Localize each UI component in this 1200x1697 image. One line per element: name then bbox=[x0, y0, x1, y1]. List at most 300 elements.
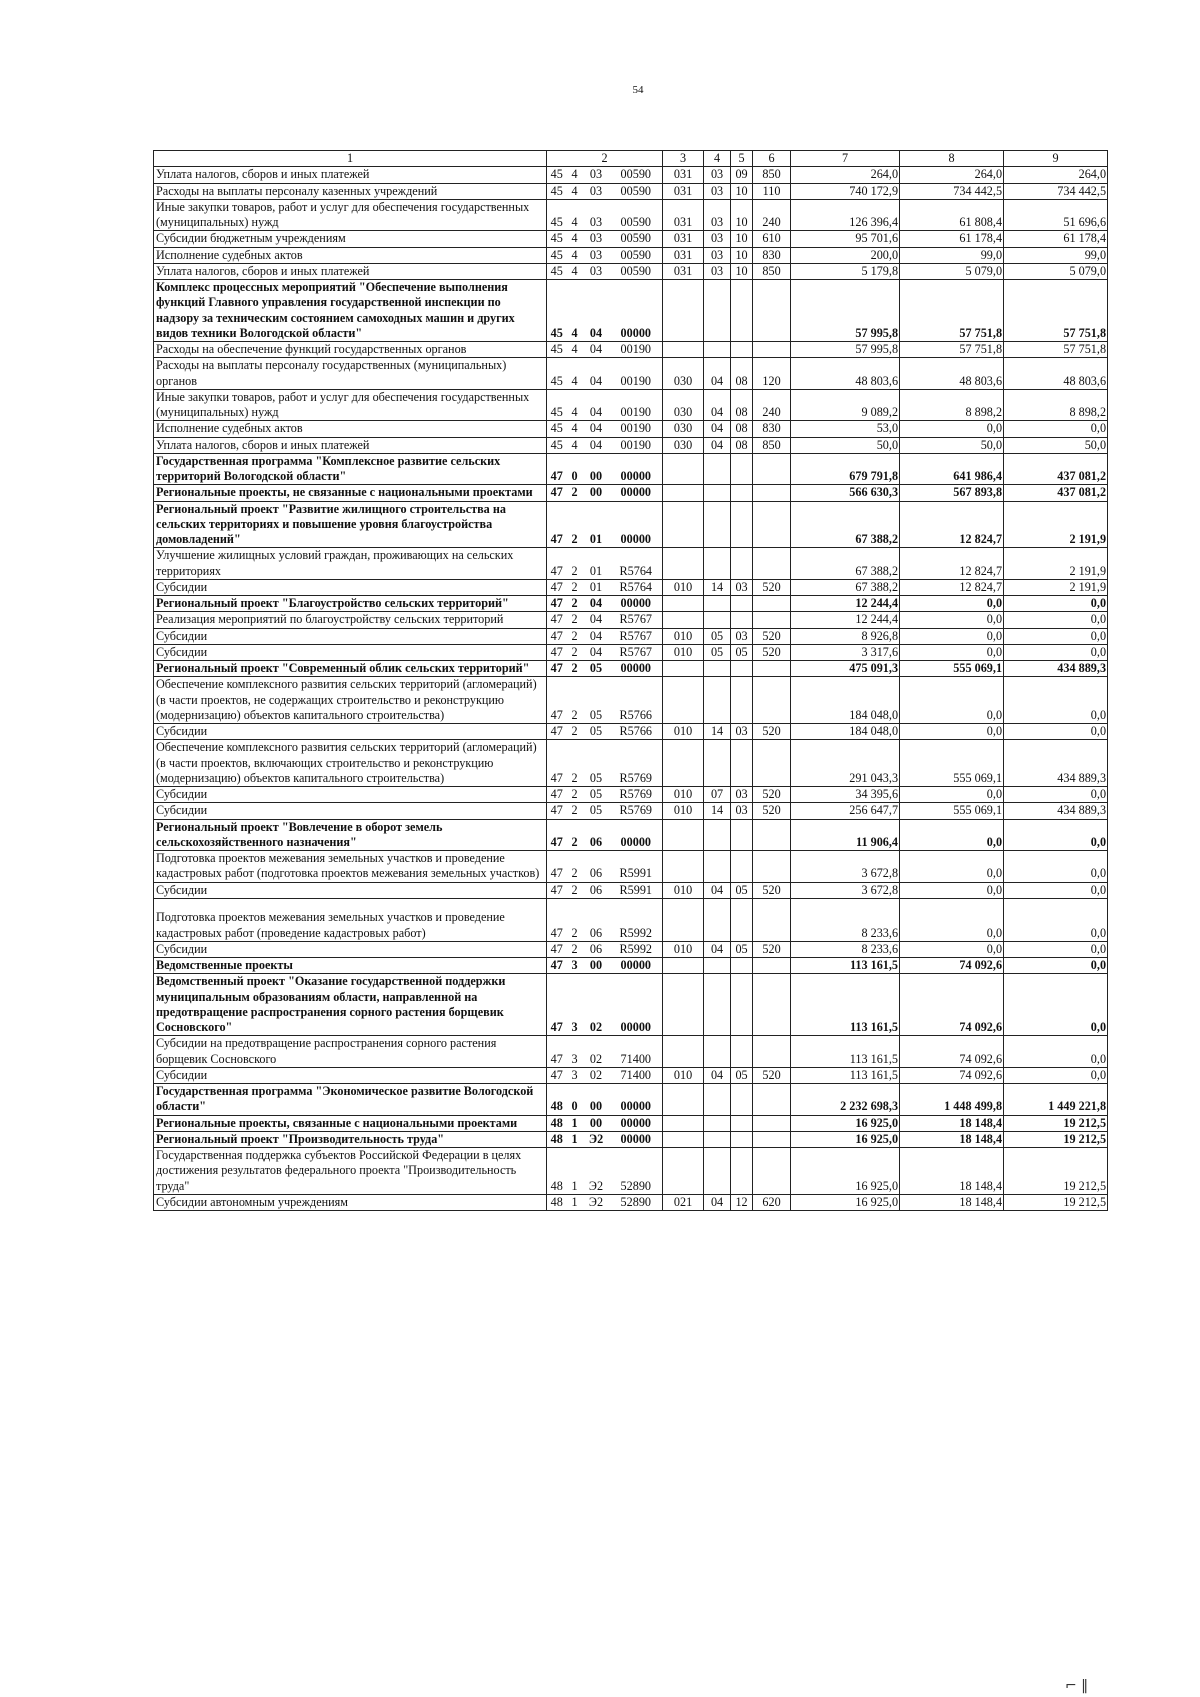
col-subsection: 05 bbox=[731, 1067, 753, 1083]
col-amount-8: 74 092,6 bbox=[900, 1036, 1004, 1068]
code-subprogram: 2 bbox=[567, 501, 583, 548]
col-expense-type bbox=[753, 548, 791, 580]
table-row bbox=[154, 787, 1108, 803]
col-amount-7: 184 048,0 bbox=[791, 724, 900, 740]
row-name: Обеспечение комплексного развития сельских территорий (агломераций) (в части проектов, не содержащих строительство и реконструкцию (модернизацию) объектов капитального строительства) bbox=[154, 677, 547, 724]
row-name: Государственная поддержка субъектов Российской Федерации в целях достижения результатов федерального проекта "Производительность труда" bbox=[154, 1148, 547, 1195]
col-expense-type: 120 bbox=[753, 358, 791, 390]
table-row bbox=[154, 612, 1108, 628]
col-amount-8: 74 092,6 bbox=[900, 974, 1004, 1036]
col-amount-7: 113 161,5 bbox=[791, 1067, 900, 1083]
col-amount-8: 1 448 499,8 bbox=[900, 1084, 1004, 1116]
code-structural: 03 bbox=[583, 263, 610, 279]
col-amount-7: 113 161,5 bbox=[791, 974, 900, 1036]
code-direction: 00190 bbox=[610, 358, 663, 390]
col-amount-8: 0,0 bbox=[900, 898, 1004, 941]
code-subprogram: 3 bbox=[567, 1067, 583, 1083]
table-row bbox=[154, 263, 1108, 279]
code-structural: 04 bbox=[583, 389, 610, 421]
col-amount-7: 3 672,8 bbox=[791, 851, 900, 883]
row-name: Субсидии bbox=[154, 579, 547, 595]
col-amount-9: 0,0 bbox=[1004, 898, 1108, 941]
table-body bbox=[154, 167, 1108, 1211]
col-expense-type: 110 bbox=[753, 183, 791, 199]
col-ministry: 031 bbox=[663, 183, 704, 199]
code-subprogram: 4 bbox=[567, 280, 583, 342]
col-amount-9: 2 191,9 bbox=[1004, 579, 1108, 595]
col-amount-8: 74 092,6 bbox=[900, 1067, 1004, 1083]
col-ministry bbox=[663, 485, 704, 501]
code-direction: 71400 bbox=[610, 1036, 663, 1068]
row-name: Уплата налогов, сборов и иных платежей bbox=[154, 437, 547, 453]
col-amount-8: 12 824,7 bbox=[900, 579, 1004, 595]
row-name: Реализация мероприятий по благоустройству сельских территорий bbox=[154, 612, 547, 628]
code-direction: 00000 bbox=[610, 1131, 663, 1147]
col-ministry bbox=[663, 898, 704, 941]
code-program: 47 bbox=[547, 644, 567, 660]
code-program: 45 bbox=[547, 247, 567, 263]
col-amount-7: 67 388,2 bbox=[791, 579, 900, 595]
col-subsection bbox=[731, 453, 753, 485]
row-name: Исполнение судебных актов bbox=[154, 421, 547, 437]
col-subsection bbox=[731, 548, 753, 580]
code-structural: 01 bbox=[583, 579, 610, 595]
code-subprogram: 4 bbox=[567, 389, 583, 421]
col-amount-9: 0,0 bbox=[1004, 724, 1108, 740]
col-amount-8: 5 079,0 bbox=[900, 263, 1004, 279]
col-amount-9: 8 898,2 bbox=[1004, 389, 1108, 421]
row-name: Улучшение жилищных условий граждан, проживающих на сельских территориях bbox=[154, 548, 547, 580]
row-name: Субсидии bbox=[154, 787, 547, 803]
table-row bbox=[154, 644, 1108, 660]
col-amount-7: 9 089,2 bbox=[791, 389, 900, 421]
col-amount-7: 11 906,4 bbox=[791, 819, 900, 851]
col-amount-7: 126 396,4 bbox=[791, 199, 900, 231]
code-structural: 05 bbox=[583, 661, 610, 677]
table-row bbox=[154, 280, 1108, 342]
col-amount-7: 291 043,3 bbox=[791, 740, 900, 787]
col-amount-9: 1 449 221,8 bbox=[1004, 1084, 1108, 1116]
code-structural: 00 bbox=[583, 1084, 610, 1116]
col-section bbox=[704, 1036, 731, 1068]
col-expense-type: 520 bbox=[753, 787, 791, 803]
col-amount-7: 48 803,6 bbox=[791, 358, 900, 390]
col-amount-7: 34 395,6 bbox=[791, 787, 900, 803]
col-ministry bbox=[663, 819, 704, 851]
col-section: 04 bbox=[704, 389, 731, 421]
col-amount-8: 555 069,1 bbox=[900, 661, 1004, 677]
table-row bbox=[154, 358, 1108, 390]
code-structural: 05 bbox=[583, 740, 610, 787]
code-program: 47 bbox=[547, 958, 567, 974]
code-subprogram: 1 bbox=[567, 1115, 583, 1131]
col-amount-7: 679 791,8 bbox=[791, 453, 900, 485]
col-subsection bbox=[731, 596, 753, 612]
col-amount-8: 0,0 bbox=[900, 644, 1004, 660]
code-structural: 06 bbox=[583, 851, 610, 883]
col-ministry: 031 bbox=[663, 199, 704, 231]
col-amount-7: 264,0 bbox=[791, 167, 900, 183]
col-subsection: 10 bbox=[731, 247, 753, 263]
col-amount-8: 48 803,6 bbox=[900, 358, 1004, 390]
row-name: Обеспечение комплексного развития сельских территорий (агломераций) (в части проектов, включающих строительство и реконструкцию (модернизацию) объектов капитального строительства) bbox=[154, 740, 547, 787]
col-amount-9: 0,0 bbox=[1004, 882, 1108, 898]
col-amount-8: 50,0 bbox=[900, 437, 1004, 453]
col-expense-type bbox=[753, 1131, 791, 1147]
row-name: Расходы на обеспечение функций государственных органов bbox=[154, 342, 547, 358]
code-subprogram: 4 bbox=[567, 247, 583, 263]
col-amount-8: 99,0 bbox=[900, 247, 1004, 263]
code-program: 47 bbox=[547, 882, 567, 898]
col-section bbox=[704, 342, 731, 358]
code-program: 45 bbox=[547, 342, 567, 358]
col-ministry: 010 bbox=[663, 724, 704, 740]
table-row bbox=[154, 437, 1108, 453]
col-ministry: 010 bbox=[663, 579, 704, 595]
code-subprogram: 2 bbox=[567, 644, 583, 660]
table-row bbox=[154, 1036, 1108, 1068]
col-expense-type bbox=[753, 501, 791, 548]
code-program: 48 bbox=[547, 1084, 567, 1116]
code-direction: R5991 bbox=[610, 882, 663, 898]
code-subprogram: 1 bbox=[567, 1131, 583, 1147]
col-amount-8: 57 751,8 bbox=[900, 342, 1004, 358]
col-subsection: 08 bbox=[731, 389, 753, 421]
code-subprogram: 4 bbox=[567, 421, 583, 437]
col-amount-9: 434 889,3 bbox=[1004, 661, 1108, 677]
header-col-5: 5 bbox=[731, 151, 753, 167]
row-name: Расходы на выплаты персоналу казенных учреждений bbox=[154, 183, 547, 199]
col-section bbox=[704, 974, 731, 1036]
header-col-4: 4 bbox=[704, 151, 731, 167]
col-amount-8: 57 751,8 bbox=[900, 280, 1004, 342]
col-subsection bbox=[731, 1115, 753, 1131]
code-direction: 00000 bbox=[610, 661, 663, 677]
col-expense-type bbox=[753, 342, 791, 358]
col-amount-9: 19 212,5 bbox=[1004, 1131, 1108, 1147]
col-amount-7: 184 048,0 bbox=[791, 677, 900, 724]
col-ministry: 021 bbox=[663, 1194, 704, 1210]
col-subsection bbox=[731, 612, 753, 628]
col-subsection bbox=[731, 1131, 753, 1147]
col-amount-9: 0,0 bbox=[1004, 1067, 1108, 1083]
col-ministry: 031 bbox=[663, 263, 704, 279]
col-amount-8: 0,0 bbox=[900, 628, 1004, 644]
col-amount-8: 641 986,4 bbox=[900, 453, 1004, 485]
code-direction: R5769 bbox=[610, 803, 663, 819]
col-section bbox=[704, 1084, 731, 1116]
table-row bbox=[154, 1148, 1108, 1195]
code-structural: 05 bbox=[583, 787, 610, 803]
col-expense-type: 620 bbox=[753, 1194, 791, 1210]
col-amount-9: 434 889,3 bbox=[1004, 803, 1108, 819]
col-section bbox=[704, 1131, 731, 1147]
code-structural: 04 bbox=[583, 421, 610, 437]
col-expense-type bbox=[753, 453, 791, 485]
col-amount-7: 67 388,2 bbox=[791, 501, 900, 548]
code-direction: R5991 bbox=[610, 851, 663, 883]
row-name: Субсидии автономным учреждениям bbox=[154, 1194, 547, 1210]
row-name: Подготовка проектов межевания земельных участков и проведение кадастровых работ (подготовка проектов межевания земельных участков) bbox=[154, 851, 547, 883]
code-structural: 03 bbox=[583, 247, 610, 263]
col-section: 04 bbox=[704, 1194, 731, 1210]
col-amount-7: 200,0 bbox=[791, 247, 900, 263]
col-amount-7: 3 672,8 bbox=[791, 882, 900, 898]
col-amount-9: 57 751,8 bbox=[1004, 280, 1108, 342]
code-subprogram: 4 bbox=[567, 199, 583, 231]
col-section: 04 bbox=[704, 421, 731, 437]
code-direction: R5766 bbox=[610, 724, 663, 740]
row-name: Расходы на выплаты персоналу государственных (муниципальных) органов bbox=[154, 358, 547, 390]
col-subsection: 12 bbox=[731, 1194, 753, 1210]
code-subprogram: 2 bbox=[567, 941, 583, 957]
col-ministry bbox=[663, 1115, 704, 1131]
code-structural: 03 bbox=[583, 183, 610, 199]
col-section: 14 bbox=[704, 803, 731, 819]
budget-table bbox=[153, 150, 1108, 1211]
col-amount-9: 0,0 bbox=[1004, 787, 1108, 803]
code-program: 47 bbox=[547, 1036, 567, 1068]
page-number: 54 bbox=[632, 84, 644, 96]
col-amount-9: 2 191,9 bbox=[1004, 501, 1108, 548]
table-row bbox=[154, 501, 1108, 548]
row-name: Региональный проект "Производительность труда" bbox=[154, 1131, 547, 1147]
code-direction: R5769 bbox=[610, 740, 663, 787]
col-section bbox=[704, 1115, 731, 1131]
table-row bbox=[154, 579, 1108, 595]
col-expense-type bbox=[753, 677, 791, 724]
table-row bbox=[154, 661, 1108, 677]
col-amount-9: 19 212,5 bbox=[1004, 1194, 1108, 1210]
col-amount-9: 57 751,8 bbox=[1004, 342, 1108, 358]
code-direction: R5992 bbox=[610, 941, 663, 957]
table-row bbox=[154, 199, 1108, 231]
table-row bbox=[154, 628, 1108, 644]
col-expense-type bbox=[753, 740, 791, 787]
col-subsection: 05 bbox=[731, 644, 753, 660]
code-structural: Э2 bbox=[583, 1194, 610, 1210]
col-subsection bbox=[731, 342, 753, 358]
col-subsection bbox=[731, 958, 753, 974]
row-name: Субсидии bbox=[154, 644, 547, 660]
code-structural: 04 bbox=[583, 612, 610, 628]
col-amount-9: 0,0 bbox=[1004, 612, 1108, 628]
col-amount-8: 18 148,4 bbox=[900, 1194, 1004, 1210]
code-structural: Э2 bbox=[583, 1148, 610, 1195]
col-amount-7: 113 161,5 bbox=[791, 1036, 900, 1068]
col-section bbox=[704, 740, 731, 787]
code-subprogram: 4 bbox=[567, 231, 583, 247]
code-program: 47 bbox=[547, 596, 567, 612]
code-structural: 03 bbox=[583, 199, 610, 231]
table-row bbox=[154, 421, 1108, 437]
code-program: 45 bbox=[547, 389, 567, 421]
code-subprogram: 2 bbox=[567, 882, 583, 898]
col-subsection bbox=[731, 974, 753, 1036]
col-amount-7: 16 925,0 bbox=[791, 1131, 900, 1147]
col-amount-9: 0,0 bbox=[1004, 958, 1108, 974]
col-amount-9: 51 696,6 bbox=[1004, 199, 1108, 231]
code-structural: 05 bbox=[583, 724, 610, 740]
code-direction: 00000 bbox=[610, 453, 663, 485]
col-amount-9: 0,0 bbox=[1004, 596, 1108, 612]
code-direction: 00190 bbox=[610, 437, 663, 453]
code-subprogram: 2 bbox=[567, 740, 583, 787]
col-ministry bbox=[663, 1148, 704, 1195]
table-row bbox=[154, 898, 1108, 941]
col-amount-9: 2 191,9 bbox=[1004, 548, 1108, 580]
code-subprogram: 4 bbox=[567, 437, 583, 453]
code-program: 45 bbox=[547, 231, 567, 247]
row-name: Субсидии bbox=[154, 628, 547, 644]
col-ministry bbox=[663, 661, 704, 677]
col-expense-type bbox=[753, 596, 791, 612]
col-section: 03 bbox=[704, 263, 731, 279]
header-col-2: 2 bbox=[547, 151, 663, 167]
code-structural: 03 bbox=[583, 231, 610, 247]
code-program: 47 bbox=[547, 941, 567, 957]
code-program: 48 bbox=[547, 1131, 567, 1147]
col-amount-7: 16 925,0 bbox=[791, 1148, 900, 1195]
code-subprogram: 2 bbox=[567, 724, 583, 740]
code-direction: R5767 bbox=[610, 612, 663, 628]
col-ministry: 010 bbox=[663, 628, 704, 644]
col-ministry bbox=[663, 1036, 704, 1068]
col-subsection bbox=[731, 501, 753, 548]
code-structural: 06 bbox=[583, 882, 610, 898]
code-structural: 02 bbox=[583, 974, 610, 1036]
col-expense-type: 520 bbox=[753, 1067, 791, 1083]
code-structural: 02 bbox=[583, 1067, 610, 1083]
col-amount-9: 0,0 bbox=[1004, 421, 1108, 437]
col-expense-type: 830 bbox=[753, 421, 791, 437]
row-name: Региональный проект "Развитие жилищного строительства на сельских территориях и повышение уровня благоустройства домовладений" bbox=[154, 501, 547, 548]
code-structural: 03 bbox=[583, 167, 610, 183]
code-subprogram: 4 bbox=[567, 167, 583, 183]
col-ministry bbox=[663, 548, 704, 580]
table-row bbox=[154, 485, 1108, 501]
col-subsection: 10 bbox=[731, 231, 753, 247]
table-row bbox=[154, 183, 1108, 199]
col-subsection bbox=[731, 740, 753, 787]
code-direction: 00590 bbox=[610, 199, 663, 231]
col-amount-9: 0,0 bbox=[1004, 1036, 1108, 1068]
col-expense-type: 520 bbox=[753, 724, 791, 740]
col-section: 03 bbox=[704, 167, 731, 183]
code-subprogram: 1 bbox=[567, 1148, 583, 1195]
col-amount-7: 475 091,3 bbox=[791, 661, 900, 677]
col-expense-type bbox=[753, 1115, 791, 1131]
table-row bbox=[154, 247, 1108, 263]
col-amount-9: 434 889,3 bbox=[1004, 740, 1108, 787]
code-structural: 06 bbox=[583, 819, 610, 851]
header-row bbox=[154, 151, 1108, 167]
code-subprogram: 2 bbox=[567, 628, 583, 644]
col-ministry: 010 bbox=[663, 1067, 704, 1083]
col-expense-type: 240 bbox=[753, 199, 791, 231]
row-name: Региональный проект "Благоустройство сельских территорий" bbox=[154, 596, 547, 612]
col-expense-type: 520 bbox=[753, 579, 791, 595]
col-section bbox=[704, 453, 731, 485]
col-ministry bbox=[663, 342, 704, 358]
col-amount-7: 256 647,7 bbox=[791, 803, 900, 819]
header-col-1: 1 bbox=[154, 151, 547, 167]
col-amount-7: 16 925,0 bbox=[791, 1115, 900, 1131]
col-section: 04 bbox=[704, 882, 731, 898]
code-program: 47 bbox=[547, 974, 567, 1036]
col-amount-8: 18 148,4 bbox=[900, 1115, 1004, 1131]
code-subprogram: 2 bbox=[567, 485, 583, 501]
col-ministry: 030 bbox=[663, 437, 704, 453]
table-row bbox=[154, 596, 1108, 612]
code-program: 47 bbox=[547, 485, 567, 501]
row-name: Субсидии bbox=[154, 803, 547, 819]
col-subsection: 05 bbox=[731, 941, 753, 957]
code-subprogram: 4 bbox=[567, 358, 583, 390]
col-amount-9: 19 212,5 bbox=[1004, 1148, 1108, 1195]
code-program: 45 bbox=[547, 280, 567, 342]
col-section: 03 bbox=[704, 199, 731, 231]
col-ministry: 031 bbox=[663, 247, 704, 263]
row-name: Иные закупки товаров, работ и услуг для обеспечения государственных (муниципальных) нужд bbox=[154, 389, 547, 421]
col-amount-7: 740 172,9 bbox=[791, 183, 900, 199]
table-row bbox=[154, 941, 1108, 957]
col-expense-type bbox=[753, 612, 791, 628]
code-direction: R5764 bbox=[610, 579, 663, 595]
code-program: 47 bbox=[547, 628, 567, 644]
table-row bbox=[154, 974, 1108, 1036]
code-structural: Э2 bbox=[583, 1131, 610, 1147]
code-subprogram: 2 bbox=[567, 787, 583, 803]
row-name: Субсидии bbox=[154, 882, 547, 898]
col-amount-8: 567 893,8 bbox=[900, 485, 1004, 501]
col-subsection bbox=[731, 898, 753, 941]
col-expense-type bbox=[753, 280, 791, 342]
col-amount-8: 0,0 bbox=[900, 677, 1004, 724]
header-col-7: 7 bbox=[791, 151, 900, 167]
code-program: 48 bbox=[547, 1115, 567, 1131]
row-name: Комплекс процессных мероприятий "Обеспечение выполнения функций Главного управления государственной инспекции по надзору за техническим состоянием самоходных машин и других видов техники Вологодской области" bbox=[154, 280, 547, 342]
col-subsection bbox=[731, 661, 753, 677]
table-row bbox=[154, 389, 1108, 421]
col-amount-9: 0,0 bbox=[1004, 974, 1108, 1036]
code-structural: 04 bbox=[583, 437, 610, 453]
col-subsection: 05 bbox=[731, 882, 753, 898]
code-subprogram: 2 bbox=[567, 661, 583, 677]
col-ministry: 030 bbox=[663, 421, 704, 437]
table-row bbox=[154, 1067, 1108, 1083]
col-expense-type bbox=[753, 1084, 791, 1116]
col-subsection: 10 bbox=[731, 199, 753, 231]
col-ministry bbox=[663, 501, 704, 548]
col-section: 03 bbox=[704, 231, 731, 247]
code-program: 48 bbox=[547, 1194, 567, 1210]
col-expense-type bbox=[753, 1148, 791, 1195]
code-subprogram: 2 bbox=[567, 677, 583, 724]
code-structural: 04 bbox=[583, 596, 610, 612]
col-section bbox=[704, 485, 731, 501]
row-name: Ведомственный проект "Оказание государственной поддержки муниципальным образованиям области, направленной на предотвращение распространения сорного растения борщевик Сосновского" bbox=[154, 974, 547, 1036]
col-section bbox=[704, 596, 731, 612]
col-amount-8: 18 148,4 bbox=[900, 1148, 1004, 1195]
col-ministry: 010 bbox=[663, 941, 704, 957]
col-amount-9: 0,0 bbox=[1004, 941, 1108, 957]
col-subsection bbox=[731, 1148, 753, 1195]
col-section bbox=[704, 1148, 731, 1195]
table-row bbox=[154, 882, 1108, 898]
table-row bbox=[154, 167, 1108, 183]
col-subsection: 03 bbox=[731, 787, 753, 803]
